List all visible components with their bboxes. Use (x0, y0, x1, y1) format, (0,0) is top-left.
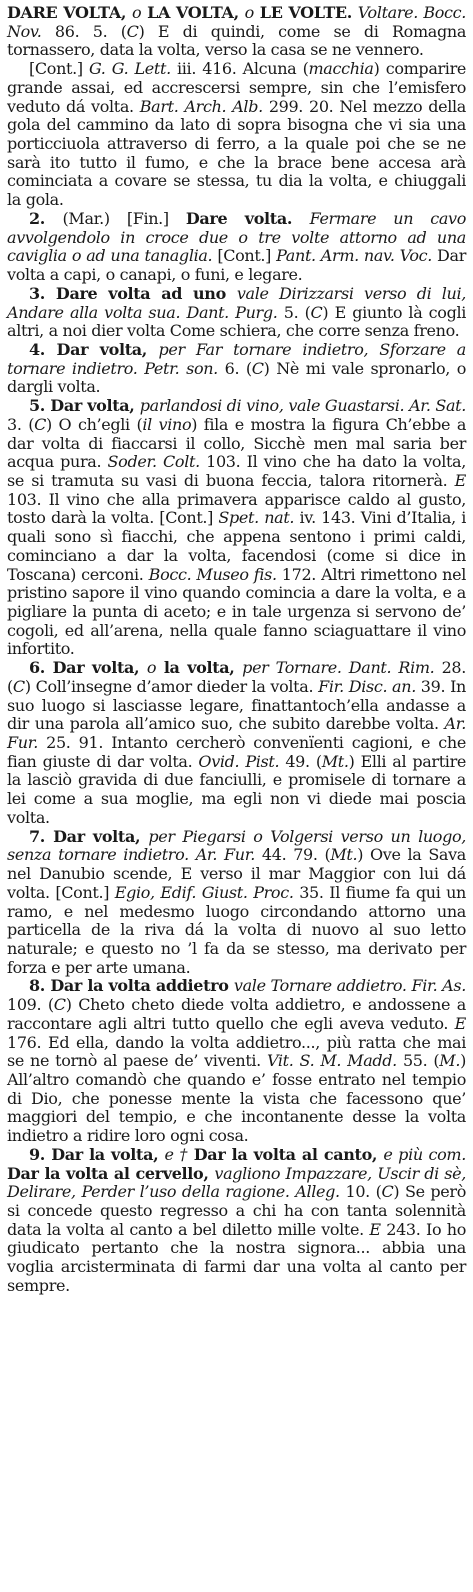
text-segment: M. (439, 1051, 461, 1071)
text-segment: 6. Dar volta, (29, 658, 147, 678)
text-segment: 10. ( (339, 1182, 382, 1202)
text-segment: LA VOLTA, (141, 3, 245, 22)
text-segment: 3. Dare volta ad uno (29, 283, 237, 303)
entry-headword-paragraph (7, 4, 466, 60)
text-segment: [Cont.] (29, 59, 89, 79)
text-segment: 86. 5. ( (41, 21, 127, 41)
text-segment: 109. ( (7, 995, 54, 1015)
text-segment: 299. 20. Nel mezzo della gola del cammino da lato di sopra bisogna che vi sia una porticciuola attraverso di ferro, a la quale poi che se ne sarà ito tutto il fumo, e che la brace bene accesa arà cominciata a covare se stessa, tu dia la volta, e chiuggali la gola. (7, 96, 466, 210)
text-segment: Dar la volta al canto, (193, 1144, 384, 1164)
text-segment: il vino (142, 414, 192, 434)
text-segment: per Far tornare indietro, Sforzare a tornare indietro. Petr. son. (7, 339, 466, 378)
text-segment: ) comparire grande assai, ed accrescersi sempre, sin che l’emisfero veduto dá volta. (7, 59, 466, 116)
text-segment: 2. (29, 208, 63, 228)
text-segment: Ar. Fur. (7, 714, 466, 753)
text-segment: C (126, 21, 139, 41)
text-segment: C (12, 676, 25, 696)
text-segment: Spet. nat. (218, 508, 295, 528)
text-segment: ) Nè mi vale spronarlo, o dargli volta. (7, 358, 466, 397)
sense-4-paragraph (7, 341, 466, 397)
text-segment: Dar volta a capi, o canapi, o funi, e legare. (7, 246, 467, 285)
text-segment: ) Se però si concede questo regresso a chi ha con tanta solennità data la volta al canto a bel diletto mille volte. (7, 1182, 467, 1239)
sense-9-paragraph (7, 1146, 466, 1296)
text-segment: ) All’altro comandò che quando e’ fosse entrato nel tempio di Dio, che ponesse mente la vista che facessono que’ maggiori del tempio, e che incontanente desse la volta indietro a ridire loro ogni cosa. (7, 1051, 466, 1146)
entry-cont-paragraph (7, 60, 466, 210)
text-segment: 5. ( (277, 302, 311, 322)
text-segment: macchia (308, 59, 374, 79)
sense-6-paragraph (7, 659, 466, 827)
text-segment: Fir. Disc. an. (318, 676, 416, 696)
text-segment: E (454, 470, 466, 490)
text-segment: 176. Ed ella, dando la volta addietro..., più ratta che mai se ne tornò al paese de’ viventi. (7, 1032, 466, 1071)
text-segment: C (381, 1182, 394, 1202)
text-segment: vale Tornare addietro. Fir. As. (233, 976, 466, 996)
text-segment: [Cont.] (212, 246, 277, 266)
text-segment: Pant. Arm. nav. Voc. (276, 246, 432, 266)
text-segment: ) O ch’egli ( (46, 414, 143, 434)
text-segment: 3. ( (7, 414, 35, 434)
text-segment: 103. Il vino che alla primavera apparisce caldo al gusto, tosto darà la volta. [Cont.] (7, 489, 466, 528)
text-segment: 49. ( (279, 751, 322, 771)
text-segment: Dar la volta al cervello, (7, 1163, 215, 1183)
text-segment: ) E di quindi, come se di Romagna tornassero, data la volta, verso la casa se ne vennero. (7, 21, 467, 60)
text-segment: E (369, 1219, 381, 1239)
text-segment: o (244, 3, 254, 22)
sense-8-paragraph (7, 977, 466, 1145)
sense-7-paragraph (7, 828, 466, 978)
text-segment: o (131, 3, 142, 22)
text-segment: o (146, 658, 157, 678)
text-segment: Vit. S. M. Madd. (266, 1051, 397, 1071)
sense-3-paragraph (7, 285, 466, 341)
text-segment: 44. 79. ( (255, 845, 331, 865)
text-segment: E (454, 1013, 466, 1033)
text-segment: ) E giunto là cogli altri, a noi dier volta Come schiera, che corre senza freno. (7, 302, 466, 341)
text-segment: e † (164, 1144, 194, 1164)
text-segment: iii. 416. Alcuna ( (170, 59, 309, 79)
text-segment: 103. Il vino che ha dato la volta, se si tramuta su vasi di buona feccia, talora ritornerà. (7, 452, 466, 490)
text-segment: LE VOLTE. (253, 3, 358, 22)
text-segment: 243. Io ho giudicato pertanto che la nostra signora... abbia una voglia arcisterminata di farmi dar una volta al canto per sempre. (7, 1219, 466, 1295)
text-segment: Voltare. Bocc. Nov. (7, 3, 466, 41)
text-segment: 8. Dar la volta addietro (29, 976, 234, 996)
text-segment: Soder. Colt. (107, 452, 200, 472)
text-segment: vale Dirizzarsi verso di lui, Andare alla volta sua. Dant. Purg. (7, 283, 466, 322)
text-segment: C (310, 302, 323, 322)
text-segment: 28. ( (7, 658, 466, 696)
text-segment: 9. Dar la volta, (29, 1144, 165, 1164)
text-segment: la volta, (156, 658, 243, 678)
text-segment: G. G. Lett. (88, 59, 171, 79)
text-segment: (Mar.) [Fin.] (62, 208, 186, 228)
text-segment: per Piegarsi o Volgersi verso un luogo, senza tornare indietro. Ar. Fur. (7, 826, 467, 865)
text-segment: C (53, 995, 66, 1015)
text-segment: C (251, 358, 264, 378)
text-segment: e più com. (383, 1144, 466, 1164)
text-segment: C (34, 414, 47, 434)
text-segment: 55. ( (396, 1051, 440, 1071)
text-segment: 39. In suo luogo si lasciasse legare, finattantoch’ella andasse a dir una parola all’amico suo, che subito darebbe volta. (7, 676, 466, 734)
text-segment: ) Elli al partire la lasciò gravida di due fanciulli, e promisele di tornare a lei come a sua moglie, ma egli non vi diede mai poscia volta. (7, 751, 466, 827)
sense-5-paragraph (7, 397, 466, 659)
text-segment: Mt. (321, 751, 349, 771)
text-segment: Mt. (330, 845, 358, 865)
sense-2-paragraph (7, 210, 466, 285)
text-segment: parlandosi di vino, vale Guastarsi. Ar. Sat. (139, 396, 466, 416)
text-segment: Bart. Arch. Alb. (139, 96, 263, 116)
text-segment: ) Ove la Sava nel Danubio scende, E verso il mar Maggior con lui dá volta. [Cont.] (7, 845, 467, 902)
text-segment: Bocc. Museo fis. (148, 564, 277, 584)
text-segment: iv. 143. Vini d’Italia, i quali sono sì fiacchi, che appena sentono i primi caldi, cominciano a dar la volta, facendosi (come si dice in Toscana) cerconi. (7, 508, 466, 584)
text-segment: 5. Dar volta, (29, 396, 140, 416)
text-segment: Fermare un cavo avvolgendolo in croce due o tre volte attorno ad una caviglia o ad una tanaglia. (7, 208, 466, 266)
text-segment: 172. Altri rimettono nel pristino sapore il vino quando comincia a dare la volta, e a pigliare la punta di aceto; e in tale urgenza si servono de’ cogoli, ed all’arena, nella quale fanno sciaguattare il vino infortito. (7, 564, 466, 659)
text-segment: DARE VOLTA, (7, 3, 132, 22)
text-segment: per Tornare. Dant. Rim. (242, 658, 435, 678)
text-segment: 6. ( (217, 358, 252, 378)
text-segment: 25. 91. Intanto cercherò convenïenti cagioni, e che fian giuste di dar volta. (7, 733, 466, 771)
text-segment: Dare volta. (185, 208, 310, 228)
text-segment: ) Coll’insegne d’amor dieder la volta. (24, 676, 319, 696)
text-segment: vagliono Impazzare, Uscir di sè, Delirare, Perder l’uso della ragione. Alleg. (7, 1163, 466, 1202)
text-segment: ) fila e mostra la figura Ch’ebbe a dar volta di fiaccarsi il collo, Sicchè men mal saria ber acqua pura. (7, 414, 467, 472)
text-segment: Egio, Edif. Giust. Proc. (114, 882, 294, 902)
text-segment: 35. Il fiume fa qui un ramo, e nel medesmo luogo circondando attorno una particella de la riva dá la volta di nuovo al suo letto naturale; e questo no ’l fa da se stesso, ma derivato per forza e per arte umana. (7, 882, 466, 977)
text-segment: ) Cheto cheto diede volta addietro, e andossene a raccontare agli altri tutto quello che egli aveva veduto. (7, 995, 466, 1033)
text-segment: Ovid. Pist. (198, 751, 280, 771)
text-segment: 7. Dar volta, (29, 826, 149, 846)
text-segment: 4. Dar volta, (29, 339, 159, 359)
